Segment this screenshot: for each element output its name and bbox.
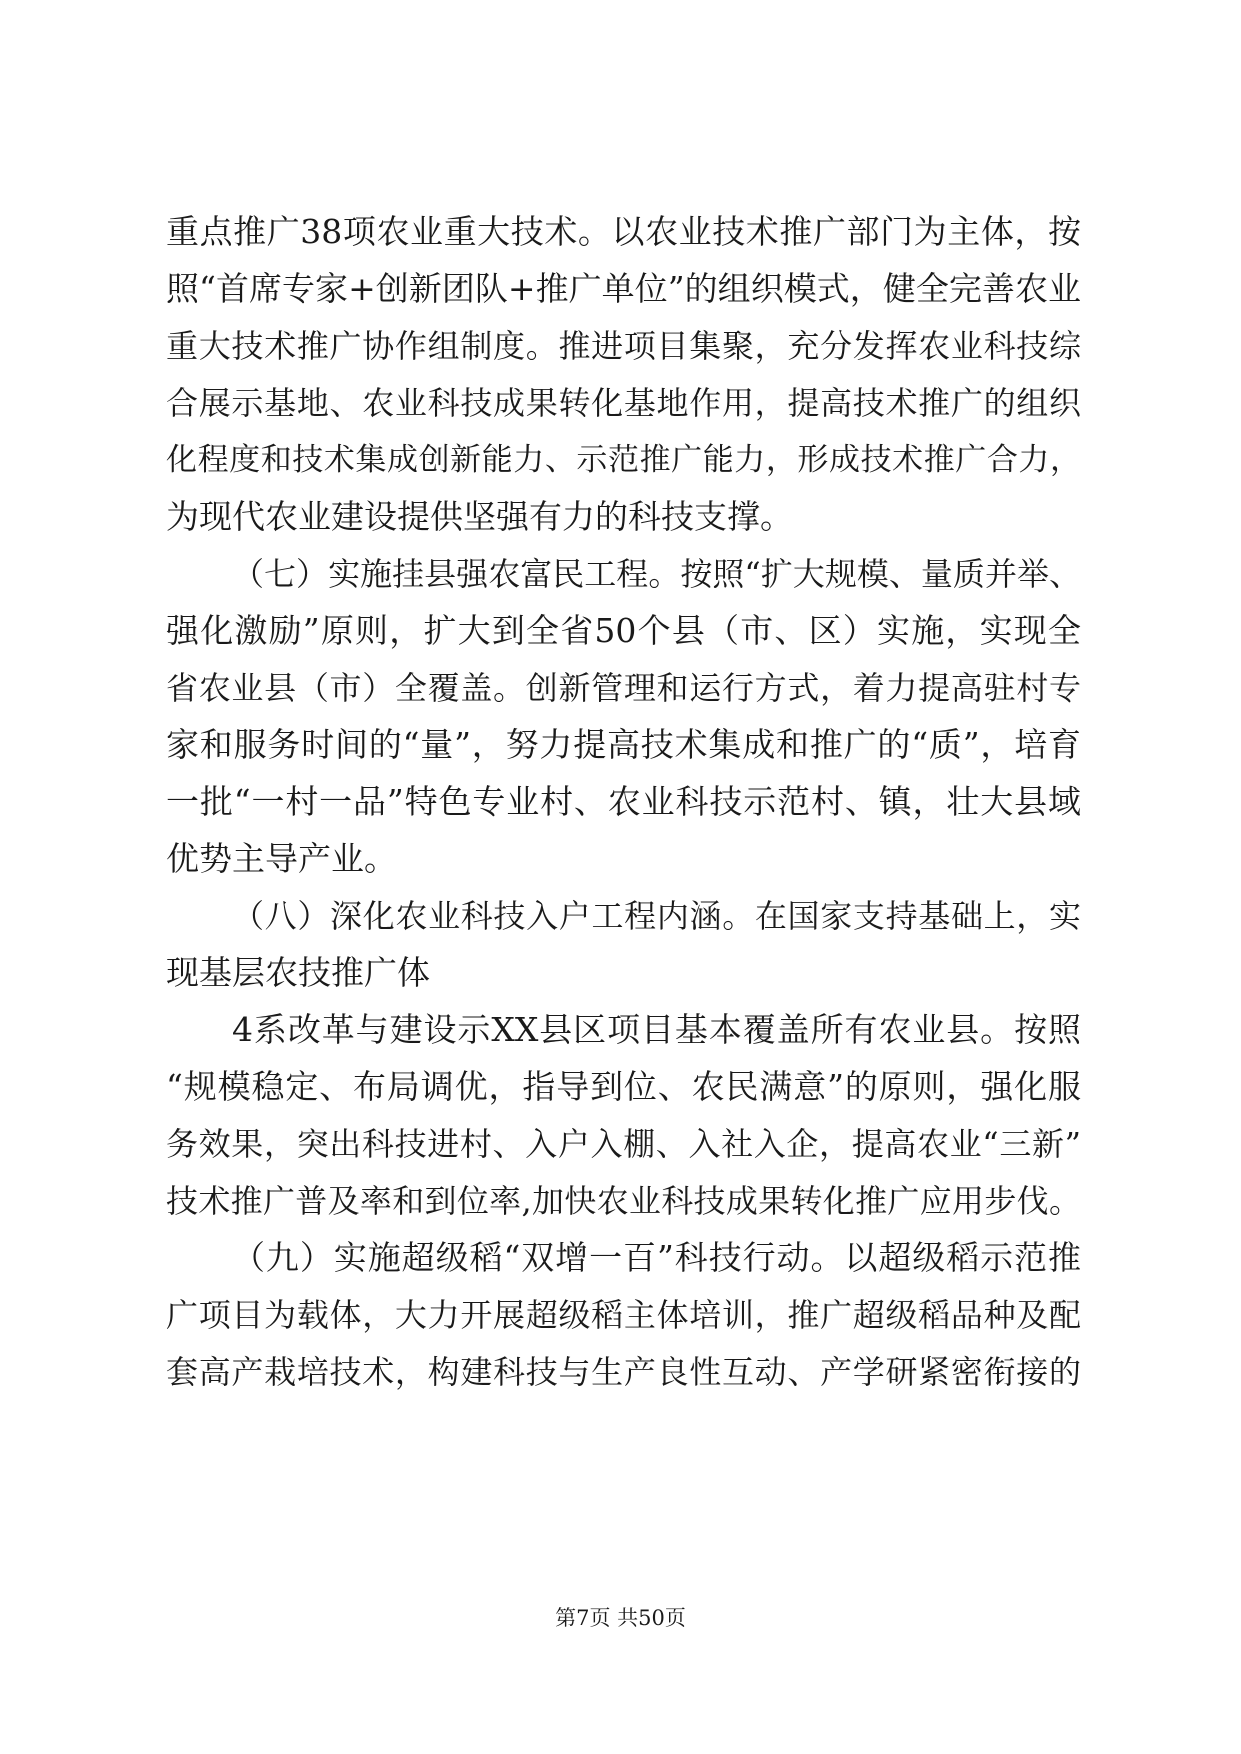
page-number-footer: 第7页 共50页 [555, 1606, 686, 1630]
text-line: 合展示基地、农业科技成果转化基地作用，提高技术推广的组织 [166, 384, 1081, 422]
paragraph-heading-9: （九）实施超级稻“双增一百”科技行动。以超级稻示范推 [232, 1238, 1081, 1277]
text-line: 广项目为载体，大力开展超级稻主体培训，推广超级稻品种及配 [166, 1296, 1081, 1334]
text-line: 务效果，突出科技进村、入户入棚、入社入企，提高农业“三新” [166, 1125, 1081, 1163]
text-line: 强化激励”原则，扩大到全省50个县（市、区）实施，实现全 [166, 611, 1081, 650]
text-line: 技术推广普及率和到位率,加快农业科技成果转化推广应用步伐。 [166, 1182, 1081, 1220]
text-line: 照“首席专家+创新团队+推广单位”的组织模式，健全完善农业 [166, 269, 1081, 308]
text-line: 重点推广38项农业重大技术。以农业技术推广部门为主体，按 [166, 212, 1081, 251]
text-line: 化程度和技术集成创新能力、示范推广能力，形成技术推广合力， [166, 442, 1081, 478]
text-line: 省农业县（市）全覆盖。创新管理和运行方式，着力提高驻村专 [166, 669, 1081, 707]
text-line: 优势主导产业。 [166, 839, 397, 878]
paragraph-heading-8: （八）深化农业科技入户工程内涵。在国家支持基础上，实 [232, 897, 1081, 935]
text-line: 4系改革与建设示XX县区项目基本覆盖所有农业县。按照 [232, 1010, 1081, 1049]
text-line: 为现代农业建设提供坚强有力的科技支撑。 [166, 497, 793, 536]
text-line: 家和服务时间的“量”，努力提高技术集成和推广的“质”，培育 [166, 725, 1081, 764]
text-line: “规模稳定、布局调优，指导到位、农民满意”的原则，强化服 [166, 1067, 1081, 1106]
text-line: 现基层农技推广体 [166, 953, 430, 992]
paragraph-heading-7: （七）实施挂县强农富民工程。按照“扩大规模、量质并举、 [232, 555, 1081, 593]
text-line: 一批“一村一品”特色专业村、农业科技示范村、镇，壮大县域 [166, 782, 1081, 821]
text-line: 套高产栽培技术，构建科技与生产良性互动、产学研紧密衔接的 [166, 1353, 1081, 1391]
text-line: 重大技术推广协作组制度。推进项目集聚，充分发挥农业科技综 [166, 327, 1081, 365]
